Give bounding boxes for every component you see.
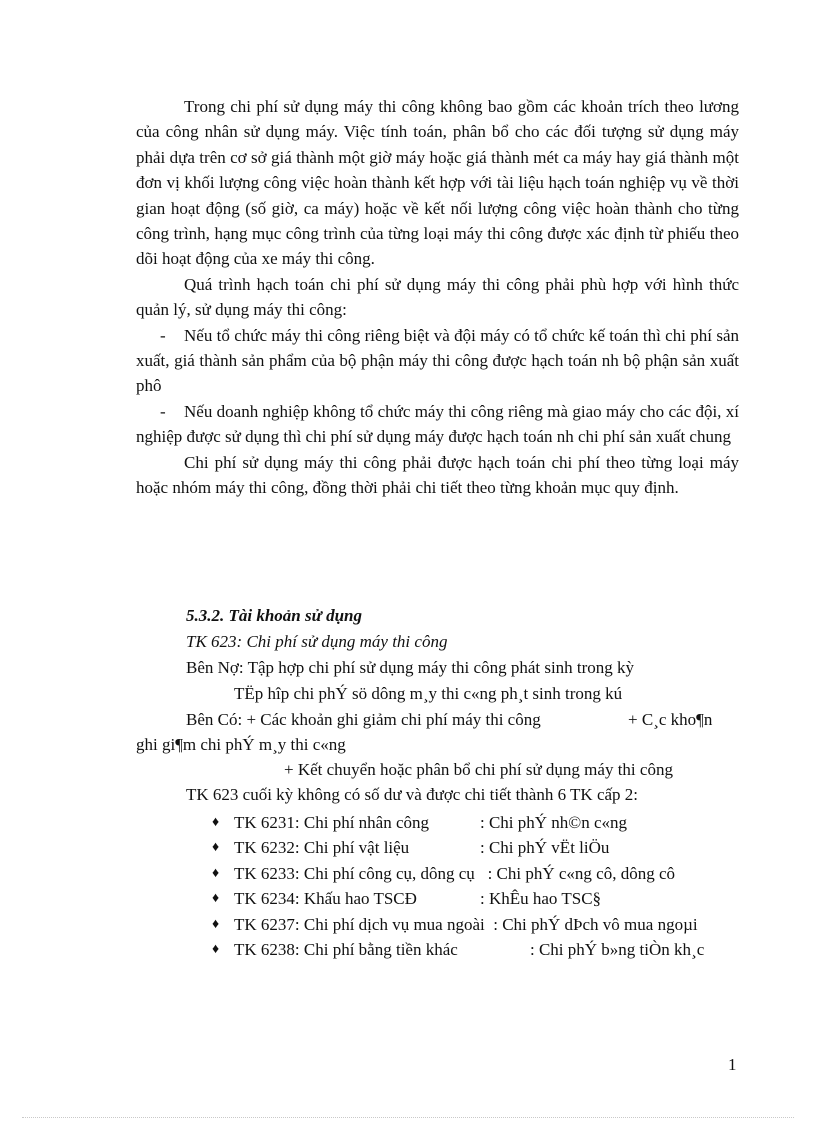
credit-garbled-cont: ghi gi¶m chi phÝ m¸y thi c«ng	[136, 735, 346, 754]
sub-account-garbled: : KhÊu hao TSC§	[480, 889, 602, 909]
account-title: TK 623: Chi phí sử dụng máy thi công	[186, 632, 448, 651]
account-summary: TK 623 cuối kỳ không có số dư và được chi tiết thành 6 TK cấp 2:	[186, 785, 639, 804]
list-item	[212, 912, 740, 937]
paragraph-1: Trong chi phí sử dụng máy thi công không bao gồm các khoản trích theo lương của công nhân sử dụng máy. Việc tính toán, phân bổ cho các đối tượng sử dụng máy phải dựa trên cơ sở giá thành một giờ máy hoặc giá thành mét ca máy hay giá thành một đơn vị khối lượng công việc hoàn thành kết hợp với tài liệu hạch toán nghiệp vụ về thời gian hoạt động (số giờ, ca máy) hoặc về kết nối lượng công việc hoàn thành cho từng công trình, hạng mục công trình của từng loại máy thi công được xác định từ phiếu theo dõi hoạt động của xe máy thi công.	[136, 97, 739, 269]
credit-garbled-right: + C¸c kho¶n	[628, 710, 713, 729]
dash-marker: -	[160, 401, 166, 421]
sub-account-garbled: : Chi phÝ nh©n c«ng	[480, 813, 628, 832]
sub-account-name: TK 6232: Chi phí vật liệu	[234, 838, 410, 858]
list-item	[212, 937, 740, 962]
dash-marker: -	[160, 325, 166, 345]
diamond-bullet-icon: ♦	[212, 865, 220, 881]
list-item	[212, 886, 740, 911]
sub-account-garbled: : Chi phÝ vËt liÖu	[480, 838, 610, 858]
sub-account-name: TK 6231: Chi phí nhân công	[234, 813, 430, 832]
sub-account-name: TK 6234: Khấu hao TSCĐ	[234, 889, 417, 909]
sub-account-garbled: : Chi phÝ dÞch vô mua ngoµi	[493, 914, 698, 934]
paragraph-3: Chi phí sử dụng máy thi công phải được hạch toán chi phí theo từng loại máy hoặc nhóm máy thi công, đồng thời phải chi tiết theo từng khoản mục quy định.	[136, 452, 739, 498]
sub-account-name: TK 6237: Chi phí dịch vụ mua ngoài	[234, 914, 485, 934]
list-item	[212, 810, 740, 835]
sub-account-garbled: : Chi phÝ c«ng cô, dông cô	[487, 863, 676, 883]
diamond-bullet-icon: ♦	[212, 942, 220, 958]
body-top	[136, 94, 739, 501]
credit-line-2: + Kết chuyển hoặc phân bổ chi phí sử dụng máy thi công	[284, 760, 673, 779]
debit-garbled-line: TËp hîp chi phÝ sö dông m¸y thi c«ng ph¸t sinh trong kú	[234, 684, 623, 703]
dash-item	[136, 323, 739, 399]
list-item	[212, 861, 740, 886]
sub-account-name: TK 6233: Chi phí công cụ, dông cụ	[234, 863, 475, 883]
credit-line: Bên Có: + Các khoản ghi giảm chi phí máy thi công	[186, 710, 541, 729]
dash-item-text: Nếu doanh nghiệp không tổ chức máy thi công riêng mà giao máy cho các đội, xí nghiệp được sử dụng thì chi phí sử dụng máy được hạch toán nh chi phí sản xuất chung	[136, 401, 739, 447]
diamond-bullet-icon: ♦	[212, 840, 220, 856]
debit-line: Bên Nợ: Tập hợp chi phí sử dụng máy thi công phát sinh trong kỳ	[186, 658, 635, 677]
sub-account-list	[212, 810, 740, 962]
dash-item	[136, 399, 739, 450]
section-heading: 5.3.2. Tài khoản sử dụng	[186, 606, 362, 625]
sub-account-name: TK 6238: Chi phí bằng tiền khác	[234, 940, 458, 960]
paragraph-2: Quá trình hạch toán chi phí sử dụng máy thi công phải phù hợp với hình thức quản lý, sử dụng máy thi công:	[136, 274, 739, 320]
page-bottom-divider	[22, 1117, 794, 1118]
list-item	[212, 835, 740, 860]
diamond-bullet-icon: ♦	[212, 916, 220, 932]
page-number: 1	[728, 1055, 737, 1074]
diamond-bullet-icon: ♦	[212, 891, 220, 907]
dash-item-text: Nếu tổ chức máy thi công riêng biệt và đội máy có tổ chức kế toán thì chi phí sản xuất, giá thành sản phẩm của bộ phận máy thi công được hạch toán nh bộ phận sản xuất phô	[136, 325, 739, 396]
diamond-bullet-icon: ♦	[212, 815, 220, 830]
sub-account-garbled: : Chi phÝ b»ng tiÒn kh¸c	[530, 940, 705, 960]
